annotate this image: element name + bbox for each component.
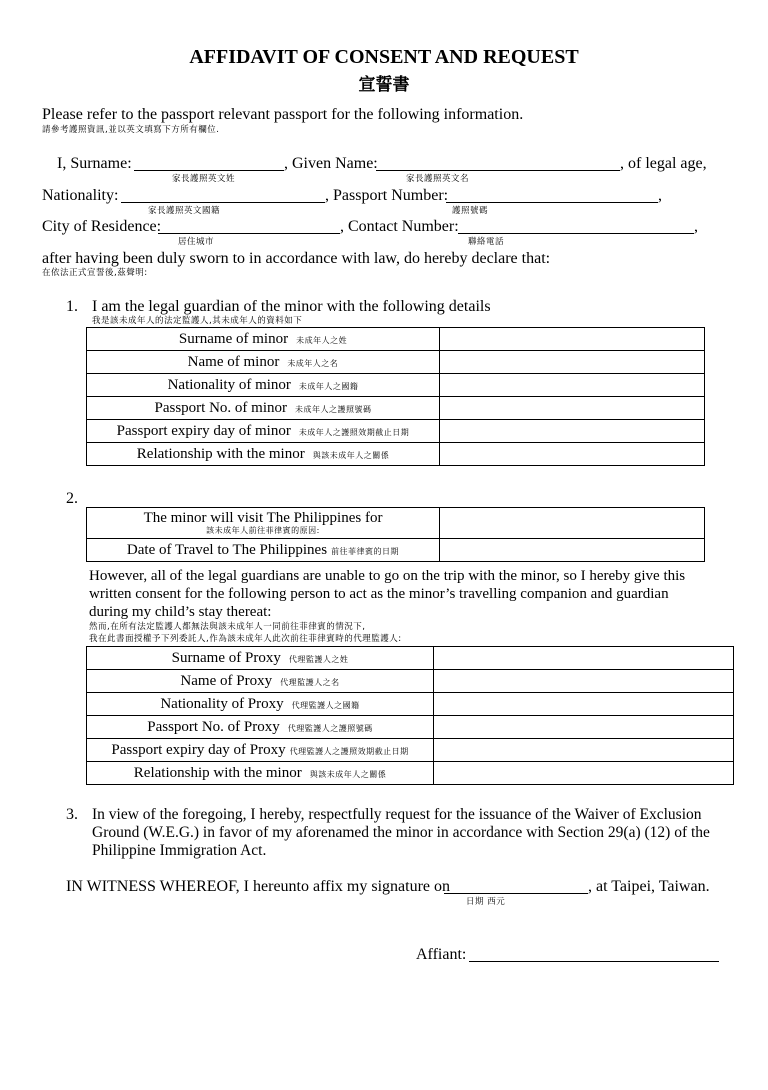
row-label [87,670,434,693]
row-label [87,420,440,443]
proxy-surname-input[interactable] [434,647,734,670]
proxy-name-input[interactable] [434,670,734,693]
legal-age-label: , of legal age, [620,155,707,172]
city-of-residence-field[interactable] [158,233,340,234]
row-label-cn: 未成年人之護照號碼 [295,404,372,414]
minor-passport-number-input[interactable] [440,397,705,420]
row-label-cn: 未成年人之國籍 [298,381,359,391]
table-row [87,647,734,670]
minor-name-input[interactable] [440,351,705,374]
passport-hint-cn: 護照號碼 [452,206,489,216]
line2-comma: , [658,187,662,204]
table-row [87,539,705,562]
however-line-3: during my child’s stay thereat: [89,604,272,620]
row-label-cn: 代理監護人之名 [280,677,340,687]
however-cn-line-2: 我在此書面授權予下列委託人,作為該未成年人此次前往菲律賓時的代理監護人: [89,634,402,644]
table-row [87,716,734,739]
row-label [87,328,440,351]
visit-purpose-label-cn: 該未成年人前往菲律賓的原因: [206,525,320,535]
table-row [87,508,705,539]
table-row [87,443,705,466]
however-cn-line-1: 然而,在所有法定監護人都無法與該未成年人一同前往菲律賓的情況下, [89,622,366,632]
item2-number: 2. [66,490,78,507]
parent-nationality-field[interactable] [121,202,325,203]
witness-place: , at Taipei, Taiwan. [588,878,710,895]
row-label-cn: 未成年人之護照效期截止日期 [298,427,410,437]
row-label-cn: 未成年人之名 [287,358,339,368]
row-label-en: Date of Travel to The Philippines [126,541,328,558]
item1-number: 1. [66,298,78,315]
page-title: AFFIDAVIT OF CONSENT AND REQUEST [189,46,579,68]
row-label-cn: 未成年人之姓 [296,335,348,345]
row-label-en: Surname of Proxy [171,649,281,666]
minor-surname-input[interactable] [440,328,705,351]
item3-number: 3. [66,806,78,823]
row-label-en: Nationality of minor [167,376,291,393]
row-label [87,351,440,374]
however-line-1: However, all of the legal guardians are unable to go on the trip with the minor, so I hereby give this [89,568,686,584]
item3-line-3: Philippine Immigration Act. [92,842,267,859]
row-label-cn: 前往菲律賓的日期 [331,546,400,556]
minor-passport-expiry-input[interactable] [440,420,705,443]
minor-nationality-input[interactable] [440,374,705,397]
row-label-cn: 代理監護人之國籍 [291,700,360,710]
row-label [87,693,434,716]
table-row [87,397,705,420]
row-label [87,374,440,397]
witness-text: IN WITNESS WHEREOF, I hereunto affix my signature on [66,878,450,895]
table-row [87,762,734,785]
given-name-hint-cn: 家長護照英文名 [406,174,470,184]
contact-number-label: , Contact Number: [340,218,459,235]
city-label: City of Residence: [42,218,162,235]
contact-hint-cn: 聯絡電話 [468,237,505,247]
visit-purpose-input[interactable] [440,508,705,539]
item3-line-1: In view of the foregoing, I hereby, respectfully request for the issuance of the Waiver of Exclusion [92,806,702,823]
proxy-nationality-input[interactable] [434,693,734,716]
parent-given-name-field[interactable] [376,170,620,171]
item3-line-2: Ground (W.E.G.) in favor of my aforenamed the minor in accordance with Section 29(a) (12) of the [92,824,710,841]
row-label-cn: 代理監護人之護照效期截止日期 [289,746,409,756]
intro-text: Please refer to the passport relevant passport for the following information. [42,106,524,123]
signature-date-hint-cn: 日期 西元 [466,897,506,907]
affiant-signature-field[interactable] [469,961,719,962]
row-label [87,508,440,539]
row-label [87,443,440,466]
contact-number-field[interactable] [458,233,694,234]
signature-date-field[interactable] [444,893,588,894]
minor-relationship-input[interactable] [440,443,705,466]
surname-label: I, Surname: [57,155,132,172]
city-hint-cn: 居住城市 [178,237,215,247]
table-row [87,739,734,762]
travel-date-input[interactable] [440,539,705,562]
row-label-en: Passport expiry day of Proxy [111,741,286,758]
row-label-en: Nationality of Proxy [160,695,284,712]
proxy-passport-number-input[interactable] [434,716,734,739]
given-name-label: , Given Name: [284,155,378,172]
table-row [87,351,705,374]
row-label [87,762,434,785]
however-paragraph [89,567,719,621]
table-row [87,670,734,693]
however-line-2: written consent for the following person to act as the minor’s travelling companion and guardian [89,586,669,602]
item1-text-cn: 我是該未成年人的法定監護人,其未成年人的資料如下 [92,316,303,326]
table-row [87,420,705,443]
minor-details-table [86,327,705,466]
row-label [87,716,434,739]
row-label [87,739,434,762]
table-row [87,374,705,397]
proxy-relationship-input[interactable] [434,762,734,785]
row-label-cn: 與該未成年人之關係 [312,450,390,460]
affiant-label: Affiant: [416,946,467,963]
page-title-cn: 宣誓書 [358,75,410,95]
visit-purpose-label: The minor will visit The Philippines for [143,509,383,526]
proxy-details-table [86,646,734,785]
row-label [87,539,440,562]
row-label-cn: 代理監護人之護照號碼 [287,723,373,733]
sworn-statement-cn: 在依法正式宣誓後,茲聲明: [42,268,148,278]
sworn-statement: after having been duly sworn to in accordance with law, do hereby declare that: [42,250,551,267]
nationality-hint-cn: 家長護照英文國籍 [148,206,221,216]
row-label-en: Name of minor [187,353,280,370]
row-label-en: Passport No. of Proxy [147,718,280,735]
row-label-cn: 與該未成年人之關係 [309,769,387,779]
nationality-label: Nationality: [42,187,119,204]
row-label-en: Relationship with the minor [133,764,302,781]
row-label-en: Relationship with the minor [136,445,305,462]
table-row [87,328,705,351]
row-label-en: Surname of minor [178,330,289,347]
row-label-en: Passport expiry day of minor [116,422,291,439]
row-label [87,647,434,670]
parent-passport-number-field[interactable] [446,202,658,203]
surname-hint-cn: 家長護照英文姓 [172,174,236,184]
table-row [87,693,734,716]
item1-text: I am the legal guardian of the minor with the following details [92,298,491,315]
row-label-en: Passport No. of minor [154,399,287,416]
row-label [87,397,440,420]
proxy-passport-expiry-input[interactable] [434,739,734,762]
row-label-en: Name of Proxy [180,672,273,689]
row-label-cn: 代理監護人之姓 [288,654,349,664]
line3-comma: , [694,218,698,235]
travel-details-table [86,507,705,562]
parent-surname-field[interactable] [134,170,284,171]
intro-text-cn: 請參考護照資訊,並以英文填寫下方所有欄位. [42,125,220,135]
item3-paragraph [92,806,722,860]
passport-number-label: , Passport Number: [325,187,449,204]
